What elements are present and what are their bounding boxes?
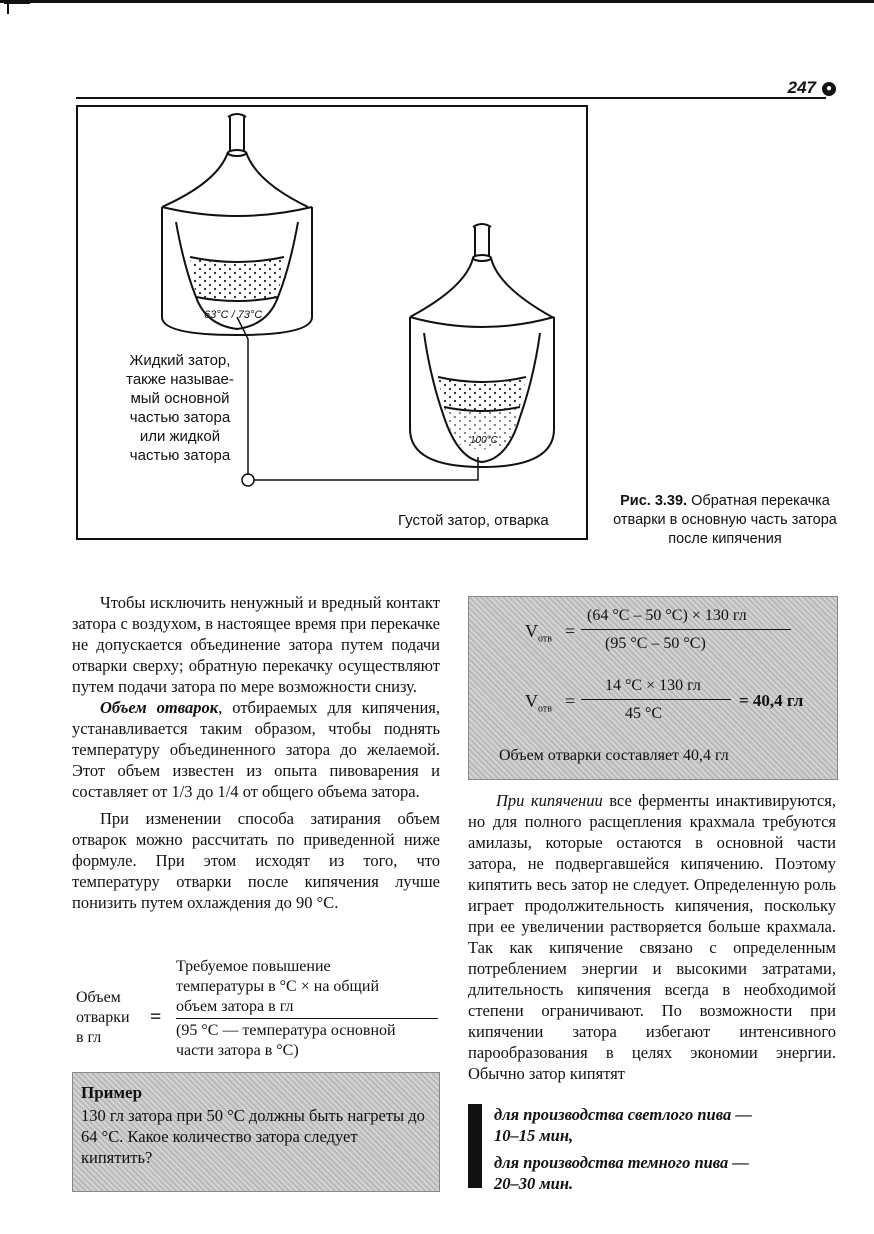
thick-mash-label: Густой затор, отварка <box>398 512 549 529</box>
paragraph-2: Объем отварок, отбираемых для кипячения, устанавливается таким образом, чтобы поднять температуру объединенного затора до желаемой. Этот объем известен из опыта пивоварения и составляет от 1/3 до 1/4 от общего объема затора. <box>72 698 440 801</box>
paragraph-boiling: При кипячении все ферменты инактивируются, но для полного расщепления крахмала требуются амилазы, которые остаются в основной части затора, не подвергавшейся кипячению. Поэтому кипятить весь затор не следует. Определенную роль играет продолжительность кипячения, поскольку при ее увеличении растворяется больше крахмала. Так как кипячение связано с определенным потреблением энергии и высокими затратами, длительность кипячения всегда в необходимой степени ограничивают. По возможности при кипячении затора избегают интенсивного парообразования в целях экономии энергии. Обычно затор кипятят <box>468 791 836 1083</box>
corner-mark <box>4 2 30 14</box>
page-marker-icon: ● <box>822 82 836 96</box>
boiling-times: для производства светлого пива — 10–15 мин, для производства темного пива — 20–30 мин. <box>494 1105 752 1193</box>
paragraph-3: При изменении способа затирания объем отварок можно рассчитать по приведенной ниже формуле. При этом исходят из того, что температуру отварки после кипячения лучше понизить путем охлаждения до 90 °С. <box>72 809 440 912</box>
calc-line-2 <box>581 699 731 700</box>
figure-illustration <box>78 107 586 538</box>
calc-num-1: (64 °С – 50 °С) × 130 гл <box>587 607 747 624</box>
example-title: Пример <box>81 1083 143 1102</box>
calc-num-2: 14 °С × 130 гл <box>605 677 701 694</box>
figure-caption: Рис. 3.39. Обратная перекачка отварки в основную часть затора после кипячения <box>613 493 837 547</box>
top-rule <box>0 0 874 3</box>
left-temp-label: 63°C / 73°C <box>204 309 263 321</box>
formula-equals: = <box>150 1006 162 1028</box>
formula-numerator: Требуемое повышение температуры в °С × на общий объем затора в гл <box>176 958 379 1015</box>
calc-result: = 40,4 гл <box>739 691 804 710</box>
calc-den-1: (95 °С – 50 °С) <box>605 635 706 652</box>
calc-v-2: $V_{отв}$ <box>525 691 552 715</box>
formula-lhs: Объем отварки в гл <box>76 989 130 1046</box>
sidebar-bar <box>468 1104 482 1188</box>
page-number: 247 <box>787 78 816 97</box>
liquid-mash-label: Жидкий затор, также называе- мый основной частью затора или жидкой частью затора <box>126 352 234 464</box>
paragraph-1: Чтобы исключить ненужный и вредный контакт затора с воздухом, в настоящее время при перекачке не допускается объединение затора путем подачи отварки сверху; обратную перекачку осуществляют путем подачи затора по мере возможности снизу. <box>72 593 440 696</box>
calculation-box <box>468 596 838 780</box>
example-text: 130 гл затора при 50 °С должны быть нагреты до 64 °С. Какое количество затора следует кипятить? <box>81 1106 425 1167</box>
calc-eq-2: = <box>565 691 576 711</box>
formula-fraction-line <box>176 1018 438 1019</box>
calc-line-1 <box>581 629 791 630</box>
right-temp-label: 100°C <box>470 435 498 446</box>
example-box <box>72 1072 440 1192</box>
left-column-text <box>72 592 440 913</box>
formula-denominator: (95 °С — температура основной части затора в °С) <box>176 1022 396 1059</box>
figure-frame <box>76 105 588 540</box>
calc-conclusion: Объем отварки составляет 40,4 гл <box>499 747 729 764</box>
right-column-text <box>468 790 836 1084</box>
connecting-pipe-icon <box>237 317 478 486</box>
calc-v-1: $V_{отв}$ <box>525 621 552 645</box>
header-rule <box>76 97 826 99</box>
calc-den-2: 45 °С <box>625 705 663 722</box>
left-vessel-icon <box>162 114 312 335</box>
calc-eq-1: = <box>565 621 576 641</box>
